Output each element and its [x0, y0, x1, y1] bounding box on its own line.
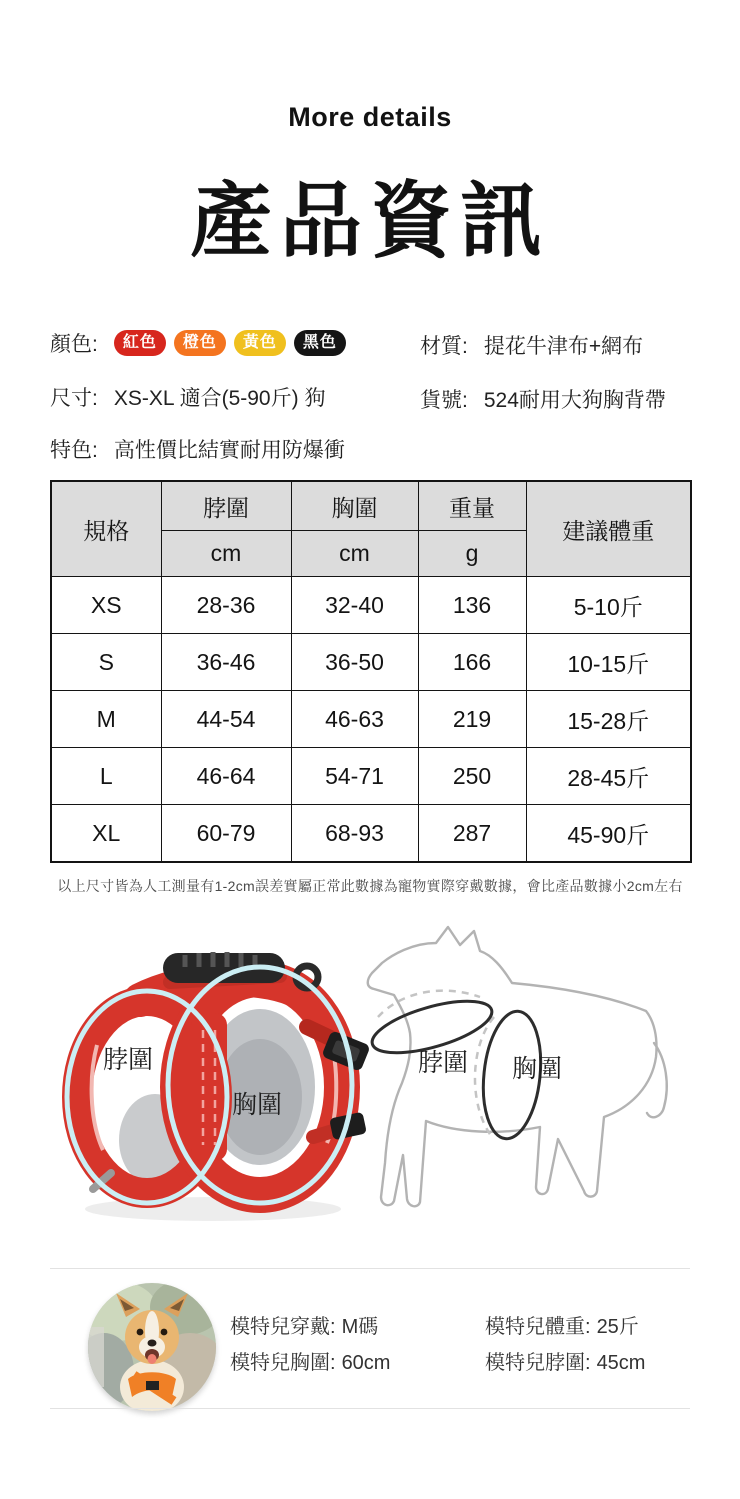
cell: 219: [418, 691, 526, 748]
table-row-xs: [51, 577, 691, 634]
header-chest: 胸圍: [291, 481, 418, 531]
divider-top: [50, 1268, 690, 1269]
feature-label: 特色:: [50, 439, 98, 462]
cell: 44-54: [161, 691, 291, 748]
item-no-label: 貨號:: [420, 389, 468, 412]
model-wear-line: [230, 1310, 378, 1339]
item-no-value: 524耐用大狗胸背帶: [483, 389, 666, 412]
header-chest-unit: cm: [291, 531, 418, 577]
model-dog-photo: [88, 1283, 216, 1411]
model-weight-label: 模特兒體重:: [485, 1316, 591, 1338]
harness-illustration: [45, 935, 375, 1235]
cell: 36-50: [291, 634, 418, 691]
feature-value: 高性價比結實耐用防爆衝: [113, 439, 345, 462]
cell: XL: [51, 805, 161, 863]
cell: L: [51, 748, 161, 805]
cell: 10-15斤: [526, 634, 691, 691]
model-neck-label: 模特兒脖圍:: [485, 1352, 591, 1374]
table-row-s: [51, 634, 691, 691]
spec-row-color: [50, 328, 346, 358]
harness-chest-label: 胸圍: [232, 1091, 283, 1119]
table-row-l: [51, 748, 691, 805]
cell: XS: [51, 577, 161, 634]
dog-neck-label: 脖圍: [418, 1049, 469, 1077]
harness-neck-label: 脖圍: [103, 1046, 154, 1074]
cell: 46-63: [291, 691, 418, 748]
spec-row-item-no: [420, 384, 666, 414]
cell: 136: [418, 577, 526, 634]
cell: M: [51, 691, 161, 748]
model-neck-line: [485, 1346, 645, 1375]
cell: S: [51, 634, 161, 691]
cell: 287: [418, 805, 526, 863]
model-weight-line: [485, 1310, 639, 1339]
size-table: [50, 480, 692, 863]
cell: 46-64: [161, 748, 291, 805]
cell: 28-36: [161, 577, 291, 634]
model-chest-line: [230, 1346, 390, 1375]
cell: 28-45斤: [526, 748, 691, 805]
table-row-m: [51, 691, 691, 748]
page-title: 產品資訊: [189, 176, 550, 267]
color-options: [114, 330, 346, 356]
cell: 15-28斤: [526, 691, 691, 748]
cell: 68-93: [291, 805, 418, 863]
color-label: 顏色:: [50, 333, 98, 356]
color-pill-red: 紅色: [114, 330, 166, 356]
dog-chest-label: 胸圍: [512, 1055, 563, 1083]
cell: 36-46: [161, 634, 291, 691]
size-label: 尺寸:: [50, 387, 98, 410]
harness-photo: [45, 935, 375, 1235]
model-weight-value: 25斤: [596, 1316, 639, 1338]
model-chest-label: 模特兒胸圍:: [230, 1352, 336, 1374]
spec-row-feature: [50, 434, 345, 464]
spec-row-material: [420, 330, 643, 360]
color-pill-orange: 橙色: [174, 330, 226, 356]
size-table-header-row-1: [51, 481, 691, 531]
header-weight-unit: g: [418, 531, 526, 577]
cell: 45-90斤: [526, 805, 691, 863]
cell: 60-79: [161, 805, 291, 863]
cell: 5-10斤: [526, 577, 691, 634]
header-neck-unit: cm: [161, 531, 291, 577]
material-value: 提花牛津布+網布: [483, 335, 644, 358]
color-pill-black: 黑色: [294, 330, 346, 356]
header-neck: 脖圍: [161, 481, 291, 531]
material-label: 材質:: [420, 335, 468, 358]
table-row-xl: [51, 805, 691, 863]
header-weight: 重量: [418, 481, 526, 531]
corgi-photo-illustration: [88, 1283, 216, 1411]
model-wear-value: M碼: [341, 1316, 379, 1338]
header-suggest: 建議體重: [526, 481, 691, 577]
model-chest-value: 60cm: [341, 1352, 391, 1374]
size-value: XS-XL 適合(5-90斤) 狗: [113, 387, 326, 410]
cell: 166: [418, 634, 526, 691]
section-eyebrow: More details: [288, 102, 452, 132]
divider-bottom: [50, 1408, 690, 1409]
cell: 54-71: [291, 748, 418, 805]
measurement-disclaimer: 以上尺寸皆為人工測量有1-2cm誤差實屬正常此數據為寵物實際穿戴數據，會比產品數據小2cm左右: [57, 878, 683, 894]
model-wear-label: 模特兒穿戴:: [230, 1316, 336, 1338]
cell: 32-40: [291, 577, 418, 634]
model-neck-value: 45cm: [596, 1352, 646, 1374]
spec-row-size: [50, 382, 325, 412]
dog-diagram: [360, 925, 705, 1225]
cell: 250: [418, 748, 526, 805]
color-pill-yellow: 黃色: [234, 330, 286, 356]
header-spec: 規格: [51, 481, 161, 577]
